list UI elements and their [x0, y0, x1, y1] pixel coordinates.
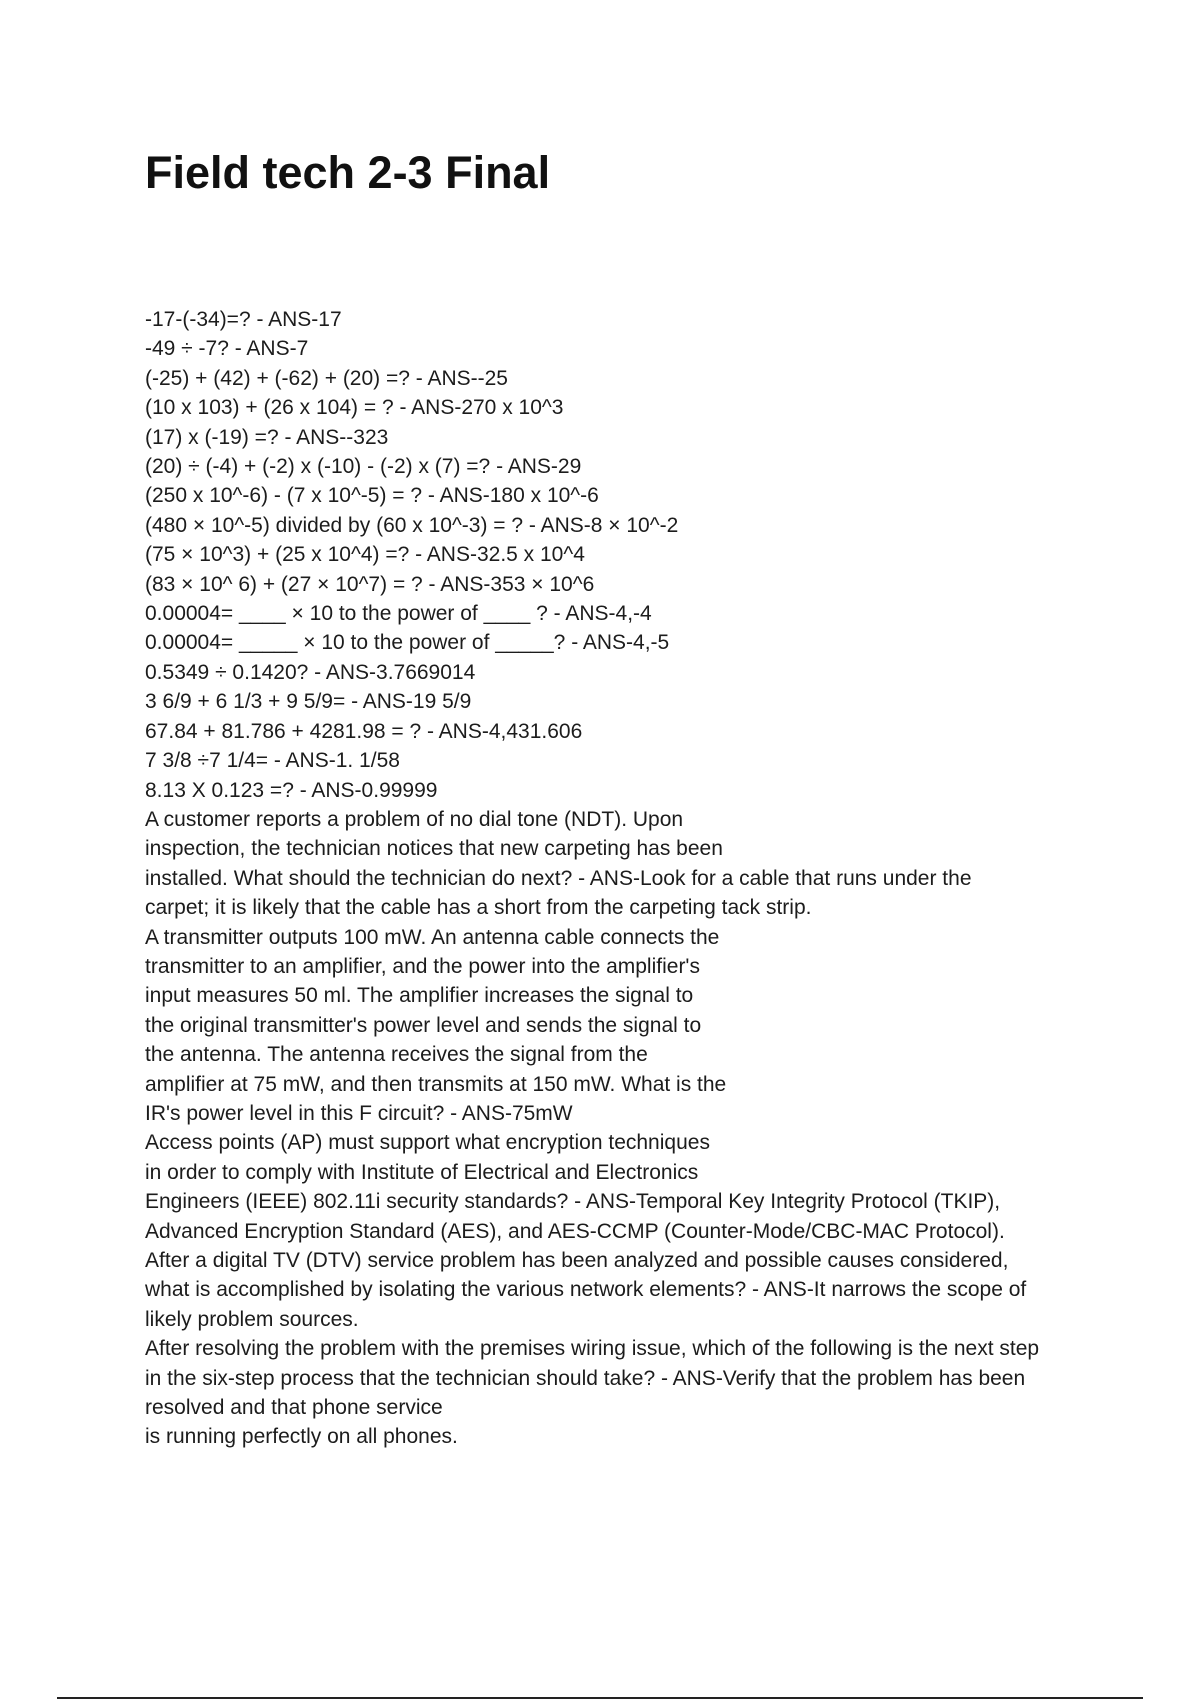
text-line: Engineers (IEEE) 802.11i security standards? - ANS-Temporal Key Integrity Protocol (TKIP),: [145, 1190, 1001, 1214]
text-line: the original transmitter's power level and sends the signal to: [145, 1013, 702, 1037]
text-line: (-25) + (42) + (-62) + (20) =? - ANS--25: [145, 366, 508, 390]
page-title: Field tech 2-3 Final: [145, 147, 551, 198]
text-line: likely problem sources.: [145, 1307, 359, 1331]
text-line: what is accomplished by isolating the various network elements? - ANS-It narrows the scope of: [145, 1278, 1027, 1302]
text-line: A transmitter outputs 100 mW. An antenna cable connects the: [145, 925, 720, 949]
text-line: -17-(-34)=? - ANS-17: [145, 308, 342, 331]
text-line: After resolving the problem with the premises wiring issue, which of the following is the next step: [145, 1337, 1040, 1361]
text-line: (83 × 10^ 6) + (27 × 10^7) = ? - ANS-353 × 10^6: [145, 572, 595, 596]
text-line: the antenna. The antenna receives the signal from the: [145, 1043, 648, 1067]
text-line: 67.84 + 81.786 + 4281.98 = ? - ANS-4,431.606: [145, 719, 583, 743]
text-line: (75 × 10^3) + (25 x 10^4) =? - ANS-32.5 x 10^4: [145, 543, 585, 567]
text-line: in the six-step process that the technician should take? - ANS-Verify that the problem has been: [145, 1366, 1026, 1390]
text-line: IR's power level in this F circuit? - ANS-75mW: [145, 1101, 573, 1125]
text-line: Access points (AP) must support what encryption techniques: [145, 1131, 710, 1155]
text-line: (17) x (-19) =? - ANS--323: [145, 425, 389, 449]
text-line: (20) ÷ (-4) + (-2) x (-10) - (-2) x (7) =? - ANS-29: [145, 455, 582, 479]
text-line: is running perfectly on all phones.: [145, 1425, 458, 1449]
text-line: (480 × 10^-5) divided by (60 x 10^-3) = ? - ANS-8 × 10^-2: [145, 513, 679, 537]
text-line: 3 6/9 + 6 1/3 + 9 5/9= - ANS-19 5/9: [145, 690, 472, 714]
text-line: After a digital TV (DTV) service problem has been analyzed and possible causes considered,: [145, 1249, 1009, 1272]
text-line: 0.00004= _____ × 10 to the power of _____? - ANS-4,-5: [145, 631, 670, 655]
text-line: in order to comply with Institute of Electrical and Electronics: [145, 1160, 699, 1184]
footer-divider: [57, 1697, 1143, 1699]
text-line: (250 x 10^-6) - (7 x 10^-5) = ? - ANS-180 x 10^-6: [145, 484, 599, 508]
text-line: 0.00004= ____ × 10 to the power of ____ ? - ANS-4,-4: [145, 602, 652, 626]
text-line: 0.5349 ÷ 0.1420? - ANS-3.7669014: [145, 660, 476, 684]
text-line: carpet; it is likely that the cable has a short from the carpeting tack strip.: [145, 896, 812, 920]
text-line: input measures 50 ml. The amplifier increases the signal to: [145, 984, 694, 1008]
text-line: installed. What should the technician do next? - ANS-Look for a cable that runs under the: [145, 866, 972, 890]
text-line: transmitter to an amplifier, and the power into the amplifier's: [145, 954, 700, 978]
text-line: resolved and that phone service: [145, 1396, 443, 1420]
text-line: amplifier at 75 mW, and then transmits at 150 mW. What is the: [145, 1072, 727, 1096]
document-body: [145, 305, 1105, 1452]
text-line: Advanced Encryption Standard (AES), and AES-CCMP (Counter-Mode/CBC-MAC Protocol).: [145, 1219, 1005, 1243]
text-line: 7 3/8 ÷7 1/4= - ANS-1. 1/58: [145, 749, 400, 773]
text-line: inspection, the technician notices that new carpeting has been: [145, 837, 723, 861]
text-line: -49 ÷ -7? - ANS-7: [145, 337, 309, 361]
text-line: (10 x 103) + (26 x 104) = ? - ANS-270 x 10^3: [145, 396, 564, 420]
text-line: A customer reports a problem of no dial tone (NDT). Upon: [145, 807, 684, 831]
text-line: 8.13 X 0.123 =? - ANS-0.99999: [145, 778, 438, 802]
